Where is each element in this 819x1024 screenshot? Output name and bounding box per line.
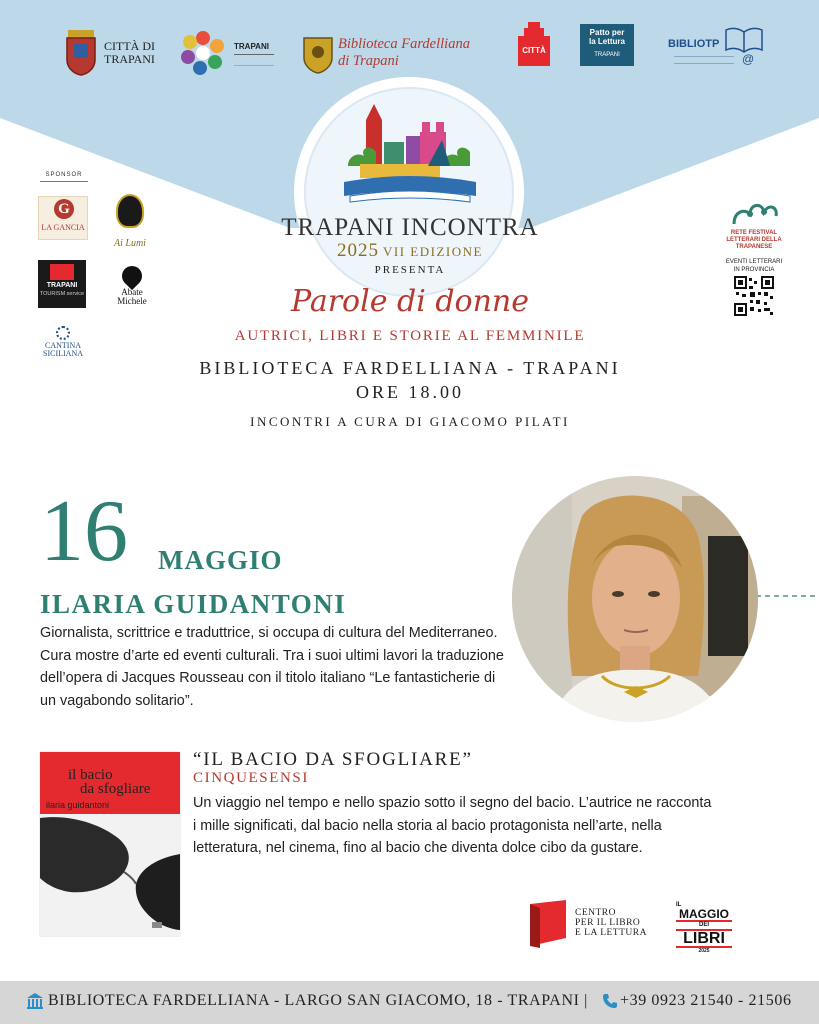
book-cover-author: ilaria guidantoni <box>46 800 110 810</box>
library-icon <box>26 992 44 1010</box>
footer-address: BIBLIOTECA FARDELLIANA - LARGO SAN GIACOMO, 18 - TRAPANI | <box>48 992 588 1009</box>
biblioteca-fardelliana-logo <box>302 34 492 78</box>
qr-code-icon[interactable] <box>734 276 774 316</box>
bibliotp-logo <box>668 26 768 70</box>
patto-lettura-sub: TRAPANI <box>594 52 620 58</box>
event-day: 16 <box>40 483 128 580</box>
author-bio: Giornalista, scrittrice e traduttrice, si occupa di cultura del Mediterraneo. Cura mostre d’arte ed eventi culturali. Tra i suoi ultimi lavori la traduzione dell’opera di Jacques Rousseau con il titolo italiano “Le fantasticherie di un vagabondo solitario”. <box>40 625 504 709</box>
capitale-cultura-lines <box>234 54 274 66</box>
book-description: Un viaggio nel tempo e nello spazio sotto il segno del bacio. L’autrice ne racconta i mille significati, dal bacio nella storia al bacio protagonista nell’arte, nella letteratura, nel cinema, fino al bacio che diventa dolce cibo da gustare. <box>193 795 712 856</box>
open-book-icon <box>724 26 764 54</box>
biblioteca-fardelliana-text: Biblioteca Fardelliana di Trapani <box>338 36 470 69</box>
book-cover-title-line2: da sfogliare <box>80 781 151 797</box>
book-cover <box>40 752 180 936</box>
author-name: ILARIA GUIDANTONI <box>40 589 347 619</box>
la-gancia-text: LA GANCIA <box>41 223 85 232</box>
abate-michele-text: Abate Michele <box>117 287 147 306</box>
tourism-t-icon <box>50 264 74 280</box>
sponsor-ai-lumi <box>108 194 152 258</box>
flower-icon <box>180 30 226 76</box>
sponsor-header: SPONSOR <box>40 172 88 182</box>
festival-emblem-illustration <box>330 100 490 216</box>
sponsor-abate-michele <box>110 266 154 318</box>
event-month: MAGGIO <box>158 545 283 575</box>
series-subtitle: AUTRICI, LIBRI E STORIE AL FEMMINILE <box>234 328 586 344</box>
centro-line1: CENTRO <box>575 908 616 918</box>
ai-lumi-text: Ai Lumi <box>114 238 146 249</box>
book-cover-photo <box>40 814 180 936</box>
crest-icon <box>302 34 334 74</box>
maggio-dei-libri-logo <box>676 902 732 954</box>
rete-festival-icon <box>728 198 780 228</box>
cantina-flower-icon <box>56 326 70 340</box>
rete-festival-text: RETE FESTIVAL LETTERARI DELLA TRAPANESE <box>726 230 782 250</box>
book-title: “IL BACIO DA SFOGLIARE” <box>193 749 473 770</box>
centro-libro-text <box>575 908 647 938</box>
maggio-line1: IL <box>676 902 682 908</box>
city-books-icon <box>514 20 554 68</box>
maggio-line2: MAGGIO <box>676 908 732 922</box>
citta-che-legge-logo <box>514 20 554 70</box>
citta-di-trapani-logo <box>64 28 164 78</box>
author-portrait <box>512 476 758 722</box>
citta-di-trapani-text: CITTÀ DI TRAPANI <box>104 39 155 66</box>
eventi-provincia-text: EVENTI LETTERARI IN PROVINCIA <box>725 259 783 273</box>
centro-libro-icon <box>526 900 570 948</box>
centro-line2: PER IL LIBRO <box>575 918 641 928</box>
at-icon: @ <box>742 52 755 66</box>
capitale-cultura-text: TRAPANI <box>234 42 269 51</box>
time-label: ORE 18.00 <box>356 382 464 402</box>
cantina-siciliana-text: CANTINA SICILIANA <box>43 341 83 358</box>
centro-line3: E LA LETTURA <box>575 928 647 938</box>
phone-icon <box>602 993 618 1009</box>
festival-year: 2025 <box>337 240 380 261</box>
festival-edition <box>300 240 520 262</box>
presenta-label: PRESENTA <box>374 264 446 276</box>
bibliotp-text: BIBLIOTP <box>668 38 720 50</box>
bibliotp-lines <box>674 56 734 64</box>
trapani-tourism-text: TRAPANI <box>46 282 78 289</box>
sponsor-trapani-tourism <box>38 260 86 308</box>
venue-label: BIBLIOTECA FARDELLIANA - TRAPANI <box>199 358 621 378</box>
maggio-line3: DEI <box>698 922 709 928</box>
patto-lettura-text: Patto per la Lettura <box>588 28 625 46</box>
maggio-line4: LIBRI <box>676 929 732 948</box>
book-publisher: CINQUESENSI <box>193 770 309 786</box>
la-gancia-g-icon: G <box>54 199 74 219</box>
trapani-tourism-sub: TOURISM service <box>39 291 85 297</box>
citta-che-legge-text: CITTÀ <box>522 46 546 55</box>
book-cover-title <box>68 768 150 796</box>
patto-lettura-logo <box>580 24 634 66</box>
festival-edition-label: VII EDIZIONE <box>383 244 483 259</box>
capitale-cultura-logo <box>180 30 280 80</box>
book-cover-title-line1: il bacio <box>68 767 113 783</box>
sponsor-cantina-siciliana <box>38 326 88 362</box>
sponsor-la-gancia <box>38 196 88 240</box>
ai-lumi-badge-icon <box>116 194 144 228</box>
festival-name: TRAPANI INCONTRA <box>281 214 539 241</box>
coat-of-arms-icon <box>64 28 98 76</box>
footer-phone[interactable]: +39 0923 21540 - 21506 <box>620 992 792 1009</box>
curator-label: INCONTRI A CURA DI GIACOMO PILATI <box>250 414 570 429</box>
series-title: Parole di donne <box>290 284 529 319</box>
maggio-line5: 2025 <box>698 948 710 954</box>
abate-drop-icon <box>118 262 146 290</box>
